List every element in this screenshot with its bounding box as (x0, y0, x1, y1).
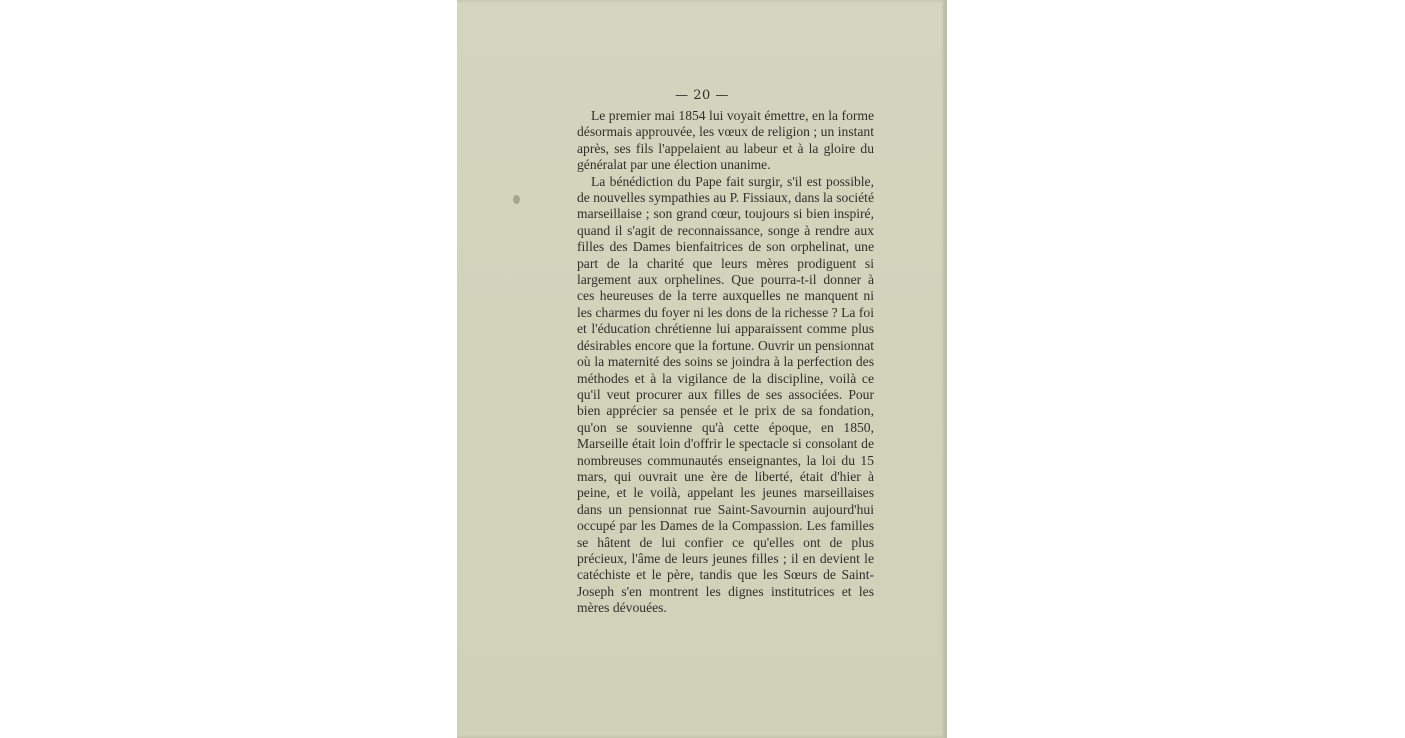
ink-smudge (513, 195, 520, 204)
paragraph-2: La bénédiction du Pape fait surgir, s'il est possible, de nouvelles sympathies au P. Fissiaux, dans la société marseillaise ; son grand cœur, toujours si bien inspiré, quand il s'agit de reconnaissance, songe à rendre aux filles des Dames bienfaitrices de son orphelinat, une part de la charité que leurs mères prodiguent si largement aux orphelines. Que pourra-t-il donner à ces heureuses de la terre auxquelles ne manquent ni les charmes du foyer ni les dons de la richesse ? La foi et l'éducation chrétienne lui apparaissent comme plus désirables encore que la fortune. Ouvrir un pensionnat où la maternité des soins se joindra à la perfection des méthodes et à la vigilance de la discipline, voilà ce qu'il veut procurer aux filles de ses associées. Pour bien apprécier sa pensée et le prix de sa fondation, qu'on se souvienne qu'à cette époque, en 1850, Marseille était loin d'offrir le spectacle si consolant de nombreuses communautés enseignantes, la loi du 15 mars, qui ouvrait une ère de liberté, était d'hier à peine, et le voilà, appelant les jeunes marseillaises dans un pensionnat rue Saint-Savournin aujourd'hui occupé par les Dames de la Compassion. Les familles se hâtent de lui confier ce qu'elles ont de plus précieux, l'âme de leurs jeunes filles ; il en devient le catéchiste et le père, tandis que les Sœurs de Saint-Joseph s'en montrent les dignes institutrices et les mères dévouées. (577, 173, 874, 616)
page-number: — 20 — (675, 88, 729, 103)
body-text (577, 108, 874, 617)
scanned-page (457, 0, 947, 738)
page-edge-shadow (943, 0, 947, 738)
paragraph-1: Le premier mai 1854 lui voyait émettre, en la forme désormais approuvée, les vœux de religion ; un instant après, ses fils l'appelaient au labeur et à la gloire du généralat par une élection unanime. (577, 108, 874, 173)
